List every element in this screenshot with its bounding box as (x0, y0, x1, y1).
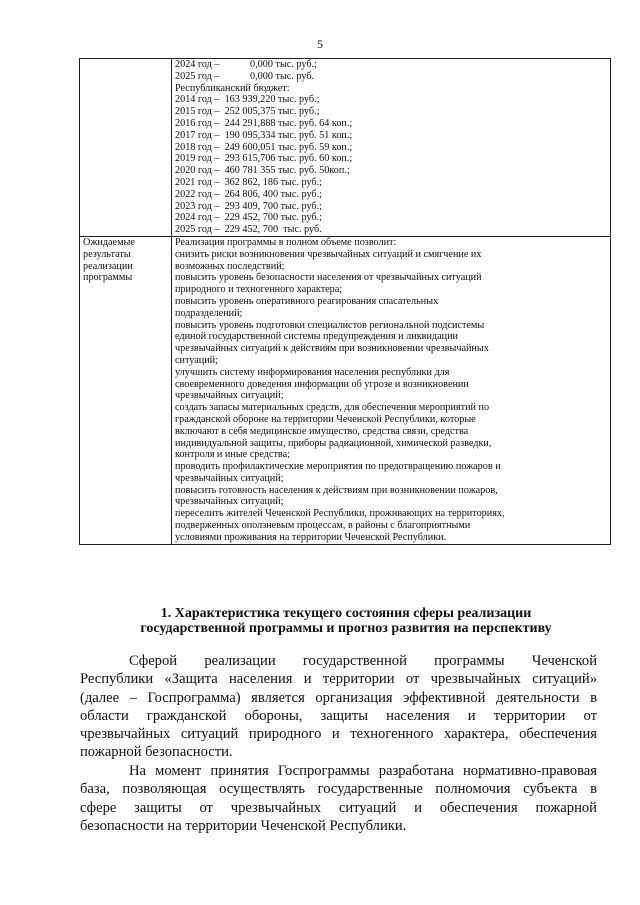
result-line: единой государственной системы предупреждения и ликвидации (175, 331, 458, 343)
paragraph-line: сфере защиты от чрезвычайных ситуаций и обеспечения пожарной (80, 799, 597, 816)
result-line: чрезвычайных ситуаций; (175, 496, 284, 508)
result-line: подверженных оползневым процессам, в районы с благоприятными (175, 520, 471, 532)
budget-line: 2020 год – 460 781 355 тыс. руб. 50коп.; (175, 165, 350, 177)
result-line: повысить уровень оперативного реагирования спасательных (175, 295, 439, 307)
table-row-funding (80, 59, 611, 237)
budget-line: 2022 год – 264 806, 400 тыс. руб.; (175, 188, 322, 200)
expected-results-label: реализации (83, 260, 133, 272)
republic-budget-title: Республиканский бюджет: (175, 82, 290, 94)
result-line: переселить жителей Чеченской Республики, проживающих на территориях, (175, 508, 505, 520)
budget-line: 2015 год – 252 005,375 тыс. руб.; (175, 106, 320, 118)
budget-line: 2024 год – 0,000 тыс. руб.; (175, 59, 317, 70)
budget-line: 2018 год – 249 600,051 тыс. руб. 59 коп.; (175, 141, 353, 153)
paragraph-line: безопасности на территории Чеченской Республики. (80, 817, 407, 834)
result-line: индивидуальной защиты, приборы радиационной, химической разведки, (175, 437, 492, 449)
result-line: повысить готовность населения к действиям при возникновении пожаров, (175, 484, 498, 496)
paragraph-scope (80, 652, 597, 762)
expected-results-label: программы (83, 272, 133, 284)
paragraph-line: чрезвычайных ситуаций природного и техногенного характера, обеспечения (80, 726, 597, 743)
budget-line: 2016 год – 244 291,888 тыс. руб. 64 коп.; (175, 117, 353, 129)
paragraph-line: пожарной безопасности. (80, 744, 233, 761)
result-line: возможных последствий; (175, 260, 285, 272)
paragraph-line: Республики «Защита населения и территории от чрезвычайных ситуаций» (80, 671, 597, 688)
result-line: снизить риски возникновения чрезвычайных ситуаций и смягчение их (175, 248, 482, 260)
result-line: Реализация программы в полном объеме позволит: (175, 236, 397, 248)
budget-line: 2017 год – 190 095,334 тыс. руб. 51 коп.; (175, 129, 353, 141)
budget-line: 2019 год – 293 615,706 тыс. руб. 60 коп.; (175, 153, 353, 165)
result-line: включают в себя медицинское имущество, средства связи, средства (175, 425, 469, 437)
result-line: чрезвычайных ситуаций к действиям при возникновении чрезвычайных (175, 343, 489, 355)
result-line: улучшить систему информирования населения республики для (175, 366, 450, 378)
funding-label-cell (80, 59, 172, 237)
paragraph-line: (далее – Госпрограмма) является организация эффективной деятельности в (80, 689, 597, 706)
table-row-expected-results (80, 236, 611, 544)
budget-line: 2014 год – 163 939,220 тыс. руб.; (175, 94, 320, 106)
paragraph-legal-base (80, 762, 597, 835)
expected-results-label: Ожидаемые (83, 236, 135, 248)
paragraph-line: На момент принятия Госпрограммы разработана нормативно-правовая (129, 763, 597, 779)
expected-results-label-cell (80, 236, 172, 544)
result-line: гражданской обороне на территории Чеченской Республики, которые (175, 413, 476, 425)
result-line: повысить уровень безопасности населения от чрезвычайных ситуаций (175, 272, 482, 284)
page-number: 5 (317, 37, 323, 51)
result-line: условиями проживания на территории Чеченской Республики. (175, 531, 447, 543)
paragraph-line: области гражданской обороны, защиты населения и территории от (80, 707, 597, 724)
result-line: проводить профилактические мероприятия по предотвращению пожаров и (175, 461, 501, 473)
funding-value-cell (172, 59, 611, 237)
section-heading-line: государственной программы и прогноз развития на перспективу (140, 621, 552, 636)
budget-line: 2023 год – 293 409, 700 тыс. руб.; (175, 200, 322, 212)
section-heading (80, 606, 612, 636)
budget-line: 2025 год – 0,000 тыс. руб. (175, 70, 315, 82)
result-line: ситуаций; (175, 354, 218, 366)
budget-line: 2021 год – 362 862, 186 тыс. руб.; (175, 176, 322, 188)
result-line: контроля и иные средства; (175, 449, 290, 461)
expected-results-label: результаты (83, 248, 131, 260)
result-line: природного и техногенного характера; (175, 284, 343, 296)
paragraph-line: база, позволяющая осуществлять государственные полномочия субъекта в (80, 781, 597, 798)
result-line: своевременного доведения информации об угрозе и возникновении (175, 378, 469, 390)
section-heading-line: 1. Характеристика текущего состояния сферы реализации (160, 606, 532, 621)
result-line: повысить уровень подготовки специалистов региональной подсистемы (175, 319, 485, 331)
expected-results-value-cell (172, 236, 611, 544)
paragraph-line: Сферой реализации государственной программы Чеченской (129, 653, 597, 669)
result-line: подразделений; (175, 307, 243, 319)
result-line: создать запасы материальных средств, для обеспечения мероприятий по (175, 402, 490, 414)
result-line: чрезвычайных ситуаций; (175, 472, 284, 484)
budget-line: 2024 год – 229 452, 700 тыс. руб.; (175, 212, 322, 224)
result-line: чрезвычайных ситуаций; (175, 390, 284, 402)
budget-line: 2025 год – 229 452, 700 тыс. руб. (175, 224, 322, 236)
program-passport-table (79, 58, 611, 545)
